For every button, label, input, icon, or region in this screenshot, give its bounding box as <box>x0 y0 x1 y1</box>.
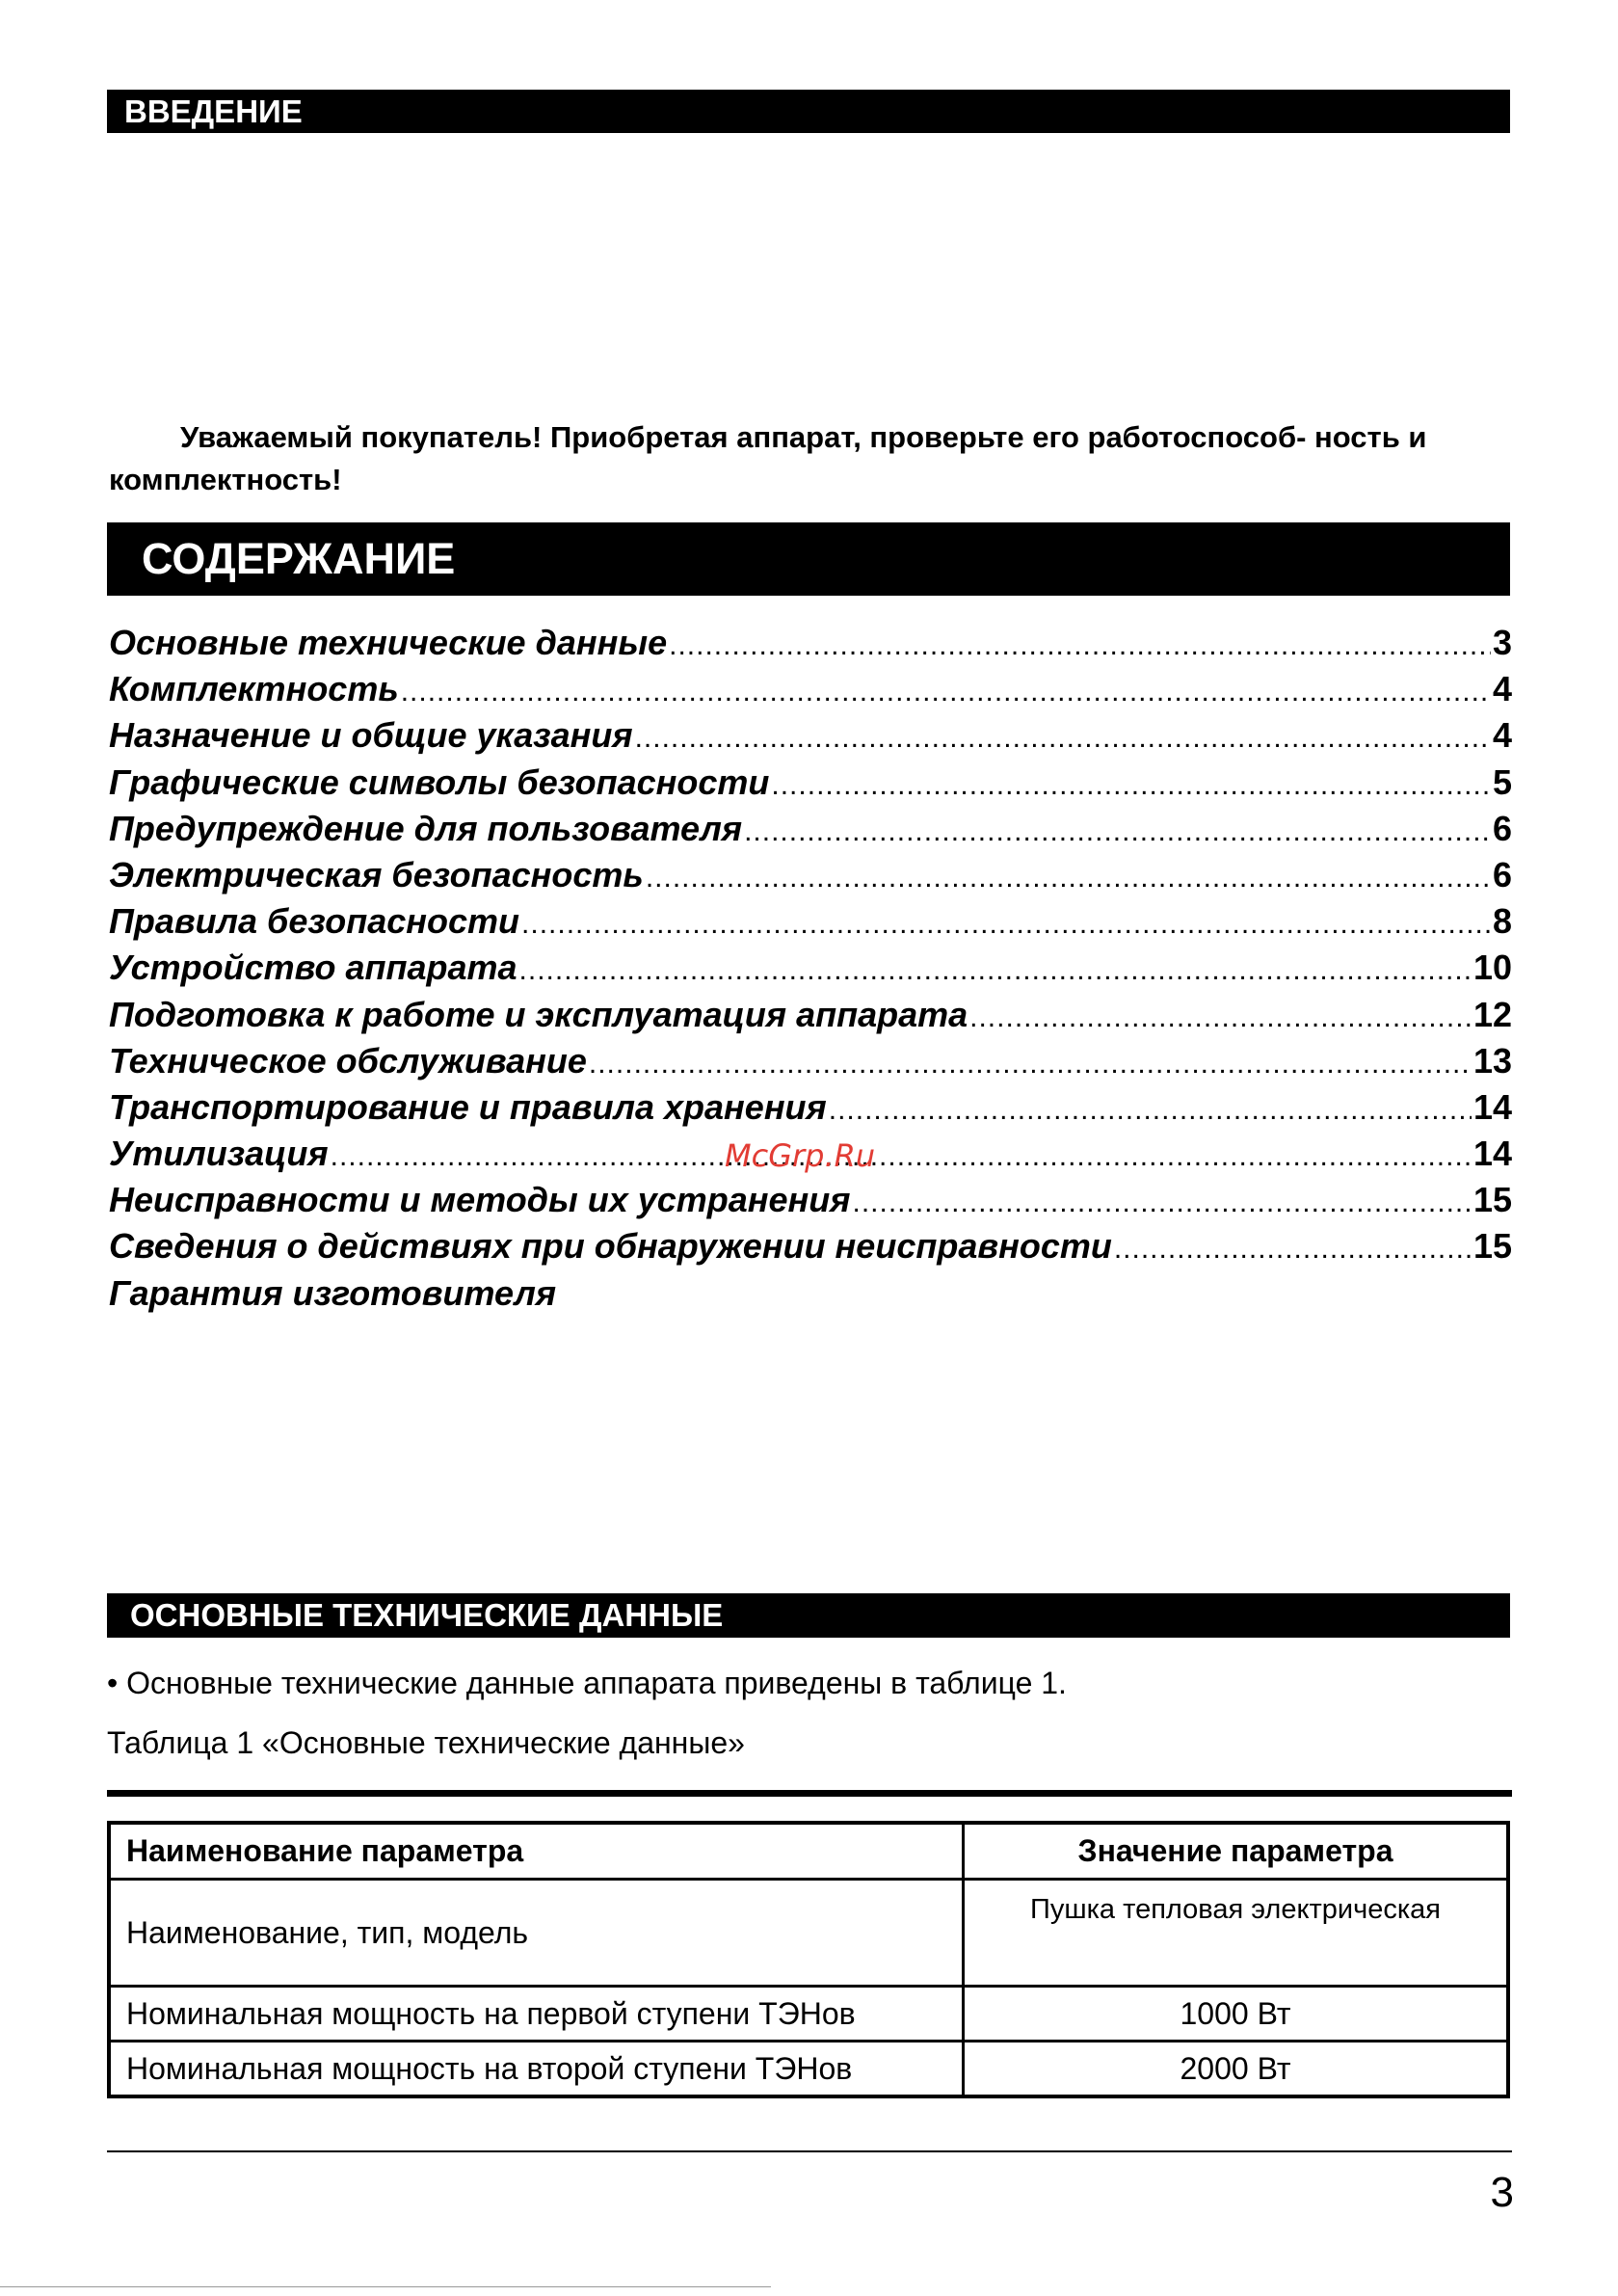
toc-entry[interactable]: Электрическая безопасность ..... 6 <box>109 855 1512 901</box>
table-cell: 1000 Вт <box>964 1987 1509 2042</box>
toc-entry[interactable]: Транспортирование и правила хранения ..... 14 <box>109 1087 1512 1134</box>
watermark: McGrp.Ru <box>725 1137 876 1174</box>
toc-entry[interactable]: Правила безопасности ..... 8 <box>109 901 1512 948</box>
greeting-text: Уважаемый покупатель! Приобретая аппарат, проверьте его работоспособ- ность и комплектность! <box>109 420 1427 496</box>
table-cell: Пушка тепловая электрическая <box>964 1880 1509 1987</box>
table-caption: Таблица 1 «Основные технические данные» <box>107 1725 745 1760</box>
table-row <box>109 1987 1508 2042</box>
toc-entry[interactable]: Сведения о действиях при обнаружении неисправности ..... 15 <box>109 1226 1512 1272</box>
section-header-contents: СОДЕРЖАНИЕ <box>107 522 1510 596</box>
footer-divider <box>107 2150 1512 2152</box>
table-cell: Наименование, тип, модель <box>109 1880 964 1987</box>
column-header-value: Значение параметра <box>964 1823 1509 1880</box>
table-cell: Номинальная мощность на первой ступени ТЭНов <box>109 1987 964 2042</box>
toc-entry[interactable]: Графические символы безопасности ..... 5 <box>109 762 1512 809</box>
section-header-intro: ВВЕДЕНИЕ <box>107 90 1510 133</box>
toc-entry[interactable]: Предупреждение для пользователя ..... 6 <box>109 809 1512 855</box>
section-header-tech-data: ОСНОВНЫЕ ТЕХНИЧЕСКИЕ ДАННЫЕ <box>107 1593 1510 1638</box>
page-number: 3 <box>1490 2169 1514 2216</box>
toc-entry[interactable]: Техническое обслуживание ..... 13 <box>109 1041 1512 1087</box>
toc-entry[interactable]: Утилизация ..... 14 <box>109 1134 1512 1180</box>
toc-entry[interactable]: Назначение и общие указания ..... 4 <box>109 715 1512 761</box>
table-row <box>109 2042 1508 2097</box>
column-header-parameter: Наименование параметра <box>109 1823 964 1880</box>
divider <box>107 1790 1512 1797</box>
table-of-contents <box>109 623 1512 1320</box>
table-row <box>109 1880 1508 1987</box>
toc-entry[interactable]: Гарантия изготовителя <box>109 1272 557 1313</box>
table-cell: 2000 Вт <box>964 2042 1509 2097</box>
toc-entry[interactable]: Неисправности и методы их устранения ..... 15 <box>109 1180 1512 1226</box>
toc-entry[interactable]: Основные технические данные ..... 3 <box>109 623 1512 669</box>
tech-data-note: • Основные технические данные аппарата приведены в таблице 1. <box>107 1666 1067 1700</box>
table-header-row <box>109 1823 1508 1880</box>
table-cell: Номинальная мощность на второй ступени ТЭНов <box>109 2042 964 2097</box>
scan-edge <box>0 2286 771 2287</box>
toc-entry[interactable]: Устройство аппарата ..... 10 <box>109 948 1512 994</box>
toc-entry[interactable]: Подготовка к работе и эксплуатация аппарата ..... 12 <box>109 995 1512 1041</box>
toc-entry[interactable]: Комплектность ..... 4 <box>109 669 1512 715</box>
spec-table <box>107 1821 1510 2098</box>
